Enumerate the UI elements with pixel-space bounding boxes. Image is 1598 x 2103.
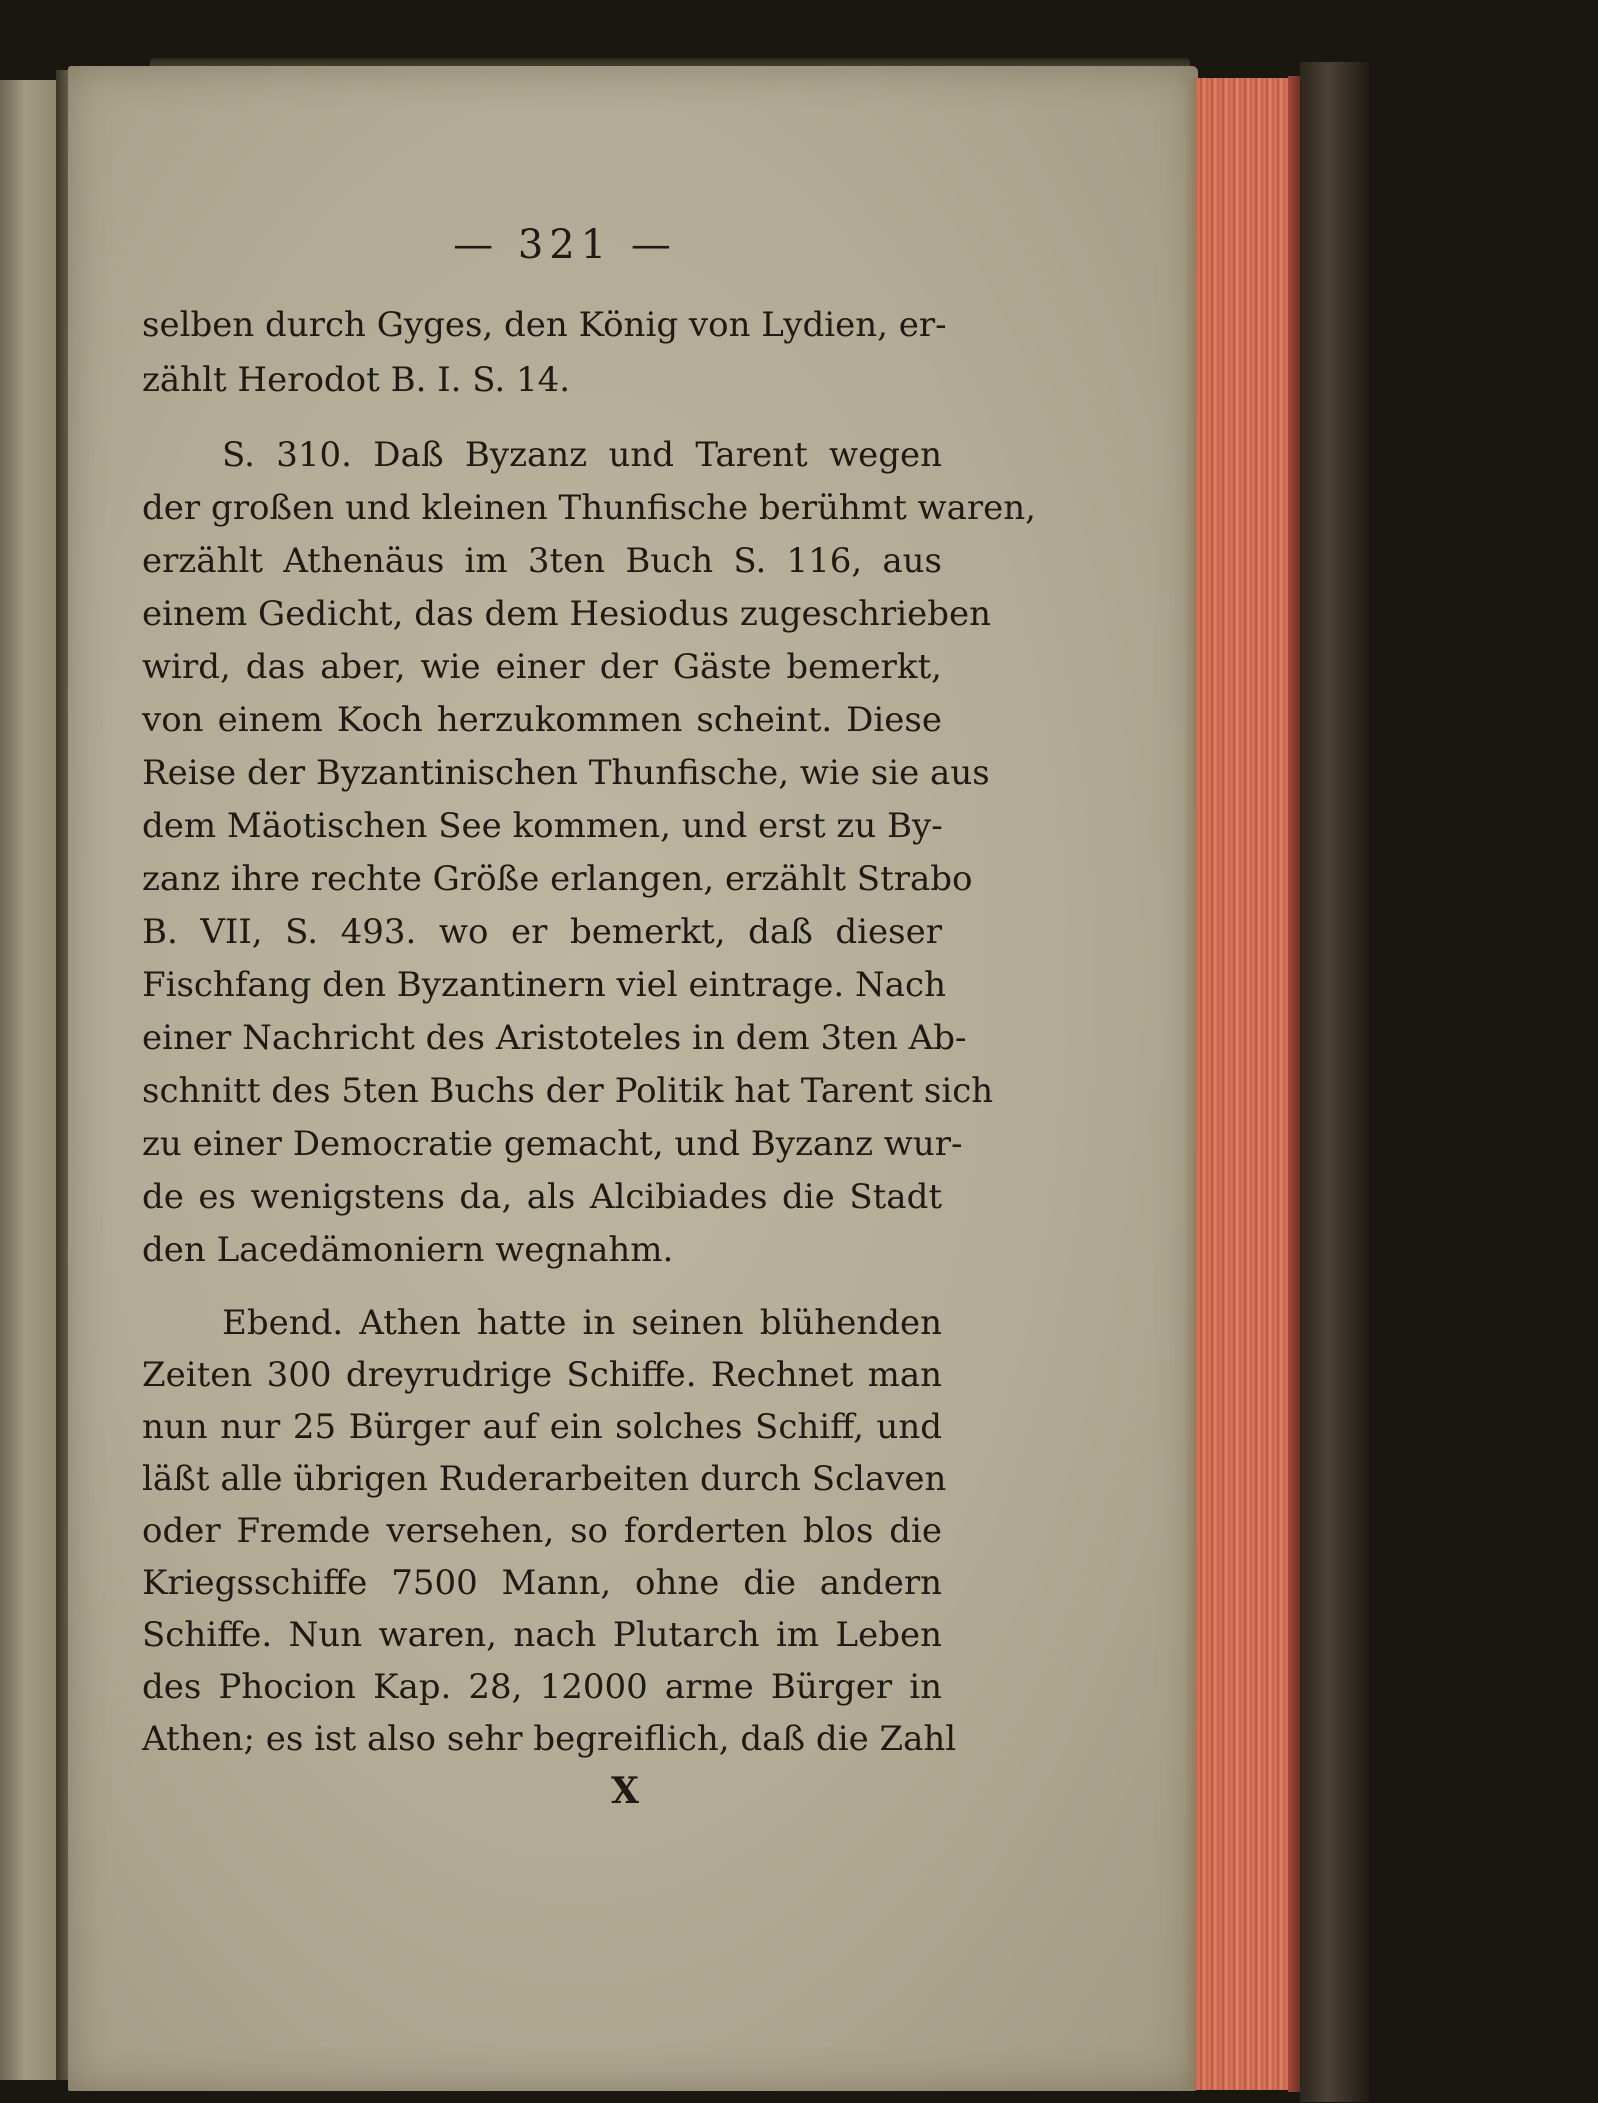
previous-page-edge xyxy=(0,80,62,2080)
text-line: B. VII, S. 493. wo er bemerkt, daß dieser xyxy=(142,912,942,952)
text-line: selben durch Gyges, den König von Lydien, er- xyxy=(142,305,947,345)
text-line: S. 310. Daß Byzanz und Tarent wegen xyxy=(222,435,942,475)
text-line: wird, das aber, wie einer der Gäste bemerkt, xyxy=(142,647,942,687)
text-line: des Phocion Kap. 28, 12000 arme Bürger in xyxy=(142,1667,942,1707)
text-line: dem Mäotischen See kommen, und erst zu By- xyxy=(142,806,943,846)
text-line: von einem Koch herzukommen scheint. Diese xyxy=(142,700,942,740)
text-line: Kriegsschiffe 7500 Mann, ohne die andern xyxy=(142,1563,942,1603)
text-line: Fischfang den Byzantinern viel eintrage. Nach xyxy=(142,965,946,1005)
text-line: Ebend. Athen hatte in seinen blühenden xyxy=(222,1303,942,1343)
text-line: Zeiten 300 dreyrudrige Schiffe. Rechnet man xyxy=(142,1355,942,1395)
text-line: Reise der Byzantinischen Thunfische, wie sie aus xyxy=(142,753,990,793)
text-line: erzählt Athenäus im 3ten Buch S. 116, aus xyxy=(142,541,942,581)
text-line: den Lacedämoniern wegnahm. xyxy=(142,1230,674,1270)
text-line: zanz ihre rechte Größe erlangen, erzählt Strabo xyxy=(142,859,973,899)
text-line: einer Nachricht des Aristoteles in dem 3ten Ab- xyxy=(142,1018,967,1058)
text-line: oder Fremde versehen, so forderten blos die xyxy=(142,1511,942,1551)
text-line: de es wenigstens da, als Alcibiades die Stadt xyxy=(142,1177,942,1217)
text-line: einem Gedicht, das dem Hesiodus zugeschrieben xyxy=(142,594,992,634)
text-line: nun nur 25 Bürger auf ein solches Schiff, und xyxy=(142,1407,942,1447)
text-line: Athen; es ist also sehr begreiflich, daß die Zahl xyxy=(142,1719,957,1759)
red-page-edges xyxy=(1196,78,1292,2090)
signature-mark: X xyxy=(611,1770,639,1812)
text-line: der großen und kleinen Thunfische berühmt waren, xyxy=(142,488,1036,528)
text-line: zu einer Democratie gemacht, und Byzanz wur- xyxy=(142,1124,963,1164)
text-line: zählt Herodot B. I. S. 14. xyxy=(142,360,571,400)
text-line: läßt alle übrigen Ruderarbeiten durch Sclaven xyxy=(142,1459,947,1499)
text-line: Schiffe. Nun waren, nach Plutarch im Leben xyxy=(142,1615,942,1655)
text-line: schnitt des 5ten Buchs der Politik hat Tarent sich xyxy=(142,1071,994,1111)
book-cover-edge xyxy=(1300,62,1370,2102)
page-number-header: — 321 — xyxy=(453,222,677,268)
